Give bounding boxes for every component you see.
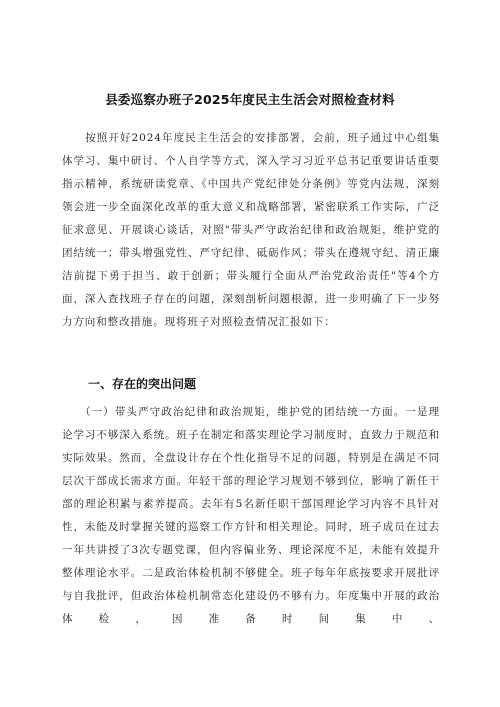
document-title: 县委巡察办班子2025年度民主生活会对照检查材料 xyxy=(105,92,395,107)
section-heading-problems: 一、存在的突出问题 xyxy=(88,377,197,391)
subsection-paragraph-political-discipline: （一）带头严守政治纪律和政治规矩，维护党的团结统一方面。一是理论学习不够深入系统。班子在制定和落实理论学习制度时，直致力于规范和实际效果。然而，全盘设计存在个性化指导不足的问题，特别是在满足不同层次干部成长需求方面。年轻干部的理论学习规划不够到位，影响了新任干部的理论积累与素养提高。去年有5名新任职干部国理论学习内容不具针对性，未能及时掌握关键的巡察工作方针和相关理论。同时，班子成员在过去一年共讲授了3次专题党课，但内容偏业务、理论深度不足，未能有效提升整体理论水平。二是政治体检机制不够健全。班子每年年底按要求开展批评与自我批评，但政治体检机制常态化建设仍不够有力。年度集中开展的政治体检，因准备时间集中、 xyxy=(62,406,440,625)
intro-paragraph: 按照开好2024年度民主生活会的安排部署，会前，班子通过中心组集体学习、集中研讨、个人自学等方式，深入学习习近平总书记重要讲话重要指示精神，系统研读党章、《中国共产党纪律处分条例》等党内法规，深刻领会进一步全面深化改革的重大意义和战略部署，紧密联系工作实际，广泛征求意见、开展谈心谈话，对照"带头严守政治纪律和政治规矩，维护党的团结统一；带头增强党性、严守纪律、砥砺作风；带头在遵规守纪、清正廉洁前提下勇于担当、敢于创新；带头履行全面从严治党政治责任"等4个方面，深入查找班子存在的问题，深刻剖析问题根源，进一步明确了下一步努力方向和整改措施。现将班子对照检查情况汇报如下： xyxy=(62,132,440,328)
